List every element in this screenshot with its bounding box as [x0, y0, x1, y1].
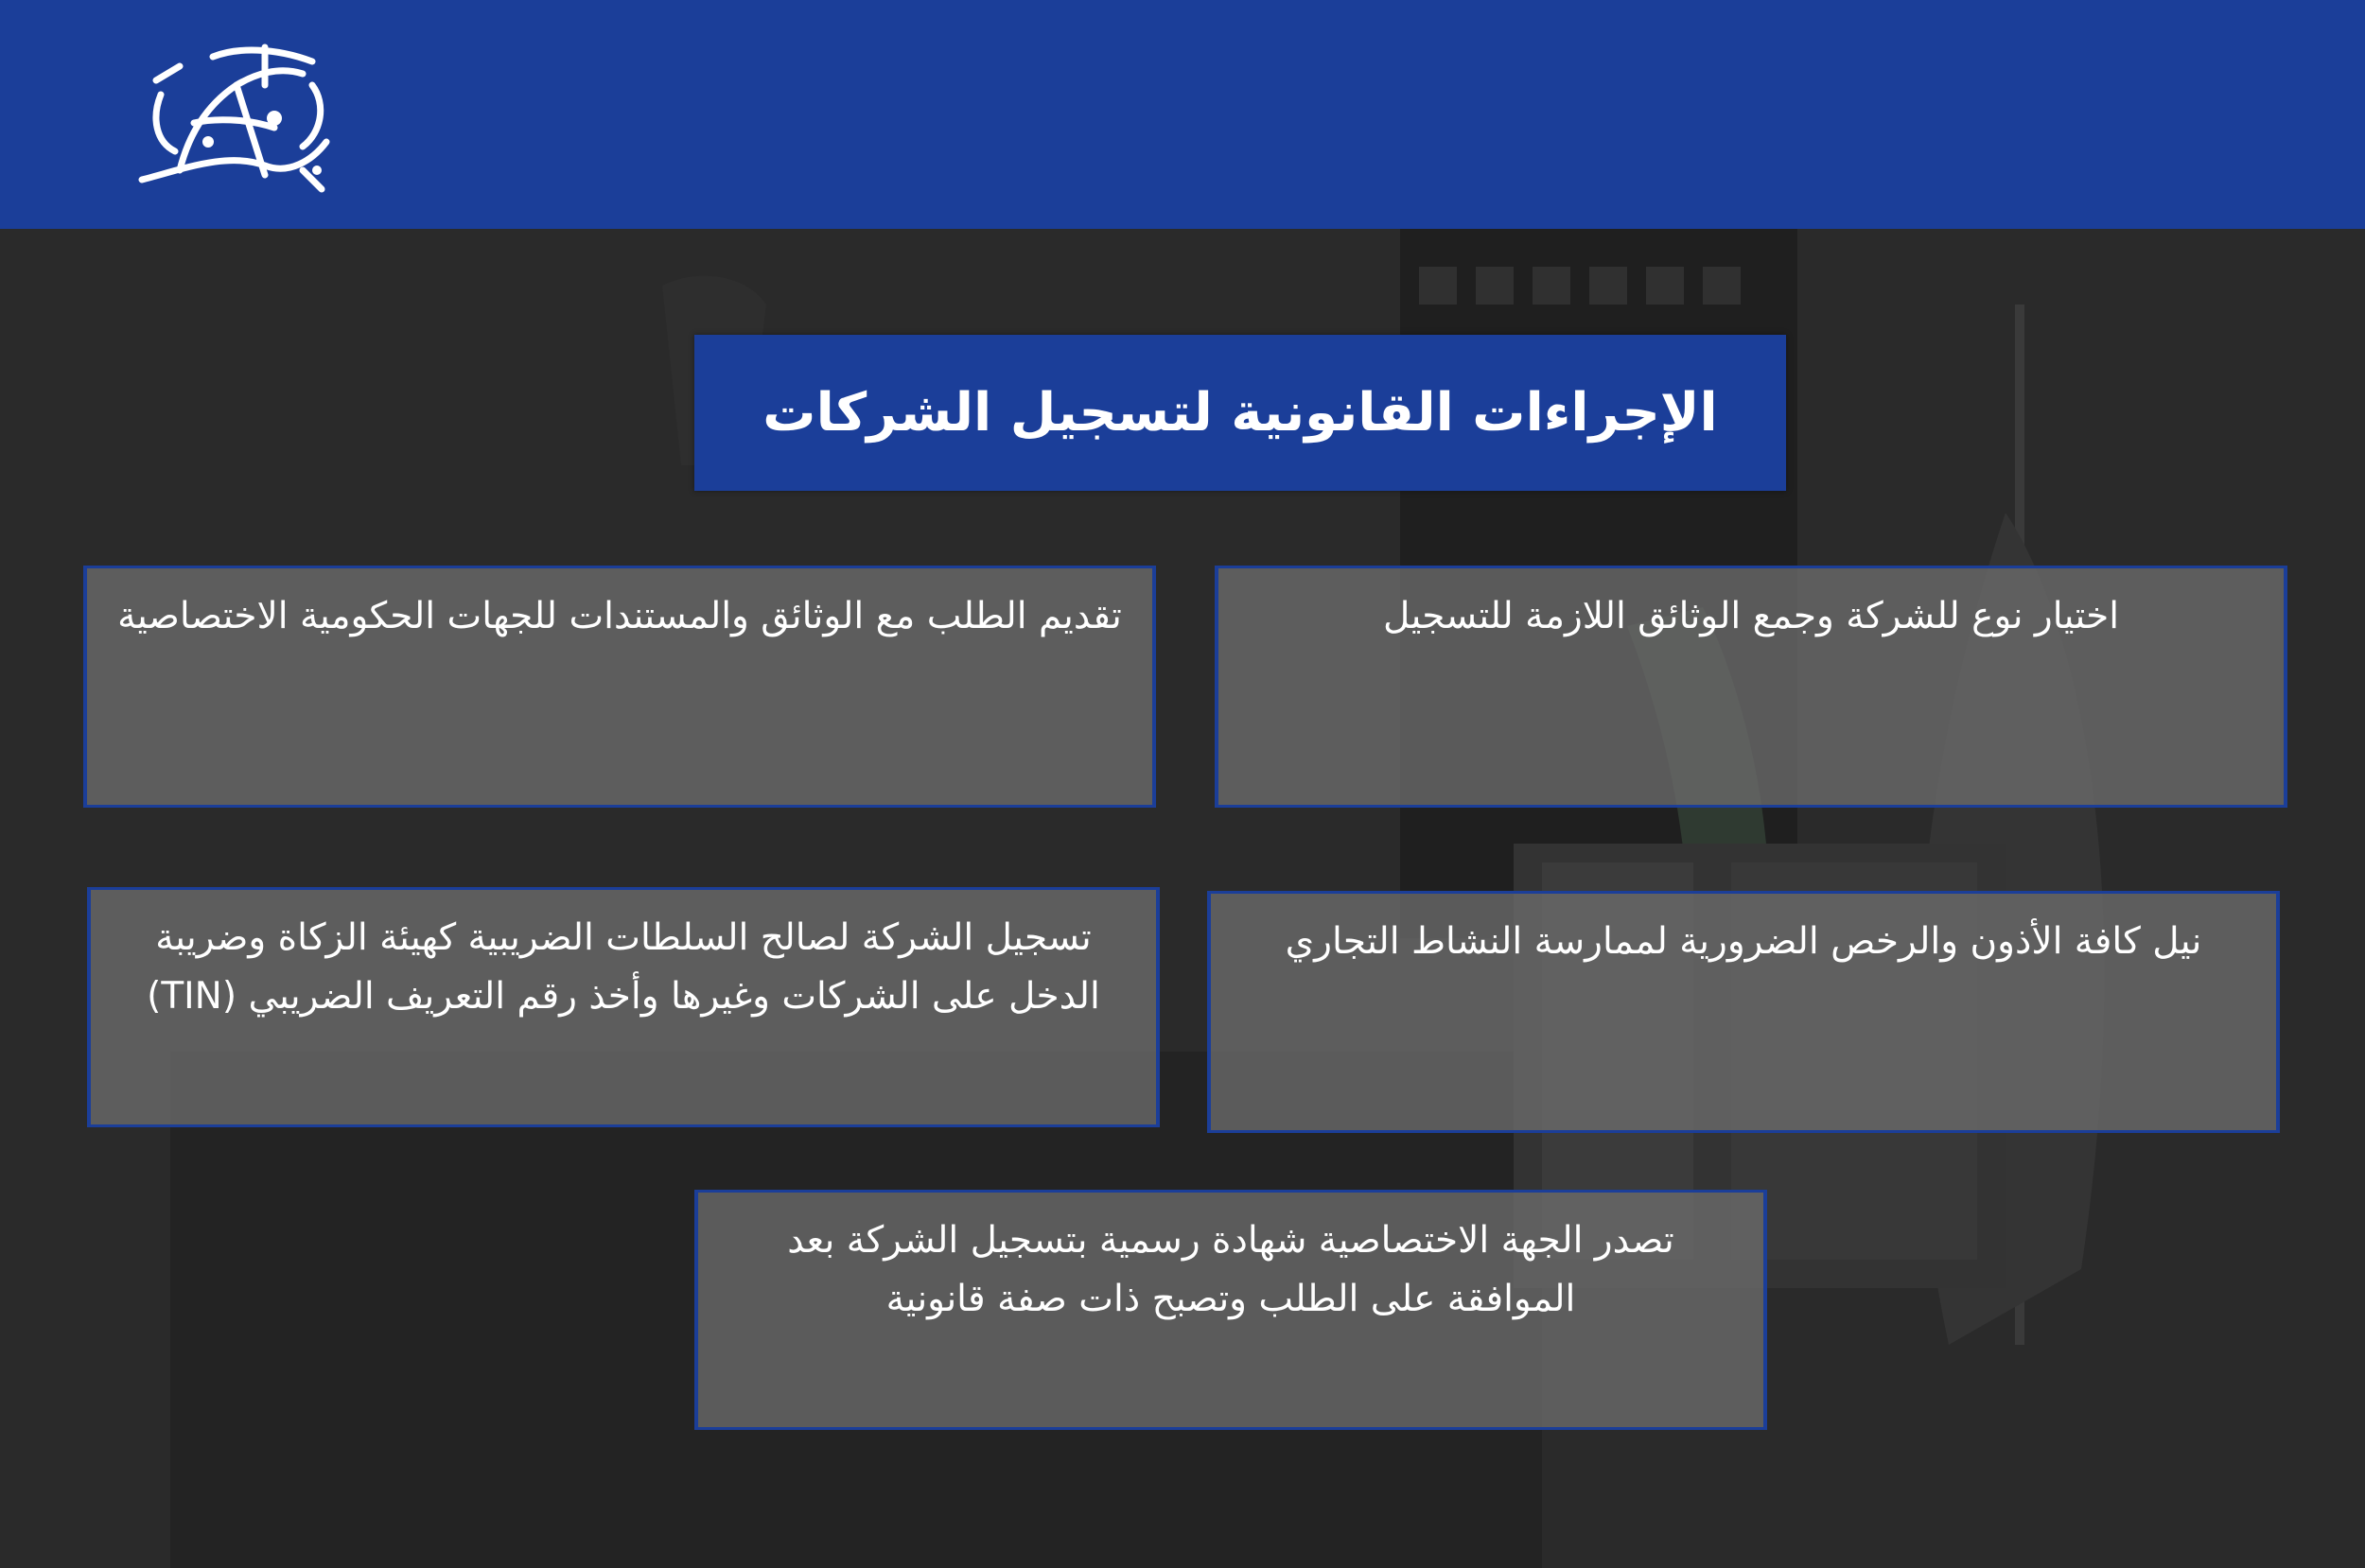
- step-text: نيل كافة الأذون والرخص الضرورية لممارسة النشاط التجاري: [1285, 920, 2202, 963]
- step-card-obtain-licenses: [1207, 891, 2280, 1133]
- step-text: تقديم الطلب مع الوثائق والمستندات للجهات الحكومية الاختصاصية: [117, 595, 1122, 637]
- step-text: تصدر الجهة الاختصاصية شهادة رسمية بتسجيل الشركة بعد الموافقة على الطلب وتصبح ذات صفة قانونية: [787, 1219, 1674, 1320]
- step-text: تسجيل الشركة لصالح السلطات الضريبية كهيئة الزكاة وضريبة الدخل على الشركات وغيرها وأخذ رقم التعريف الضريبي (TIN): [147, 916, 1100, 1018]
- header-bar: [0, 0, 2365, 229]
- step-card-submit-application: [83, 566, 1156, 808]
- step-card-official-certificate: [694, 1190, 1767, 1430]
- calligraphy-logo-icon: [123, 28, 341, 208]
- step-card-choose-company-type: [1215, 566, 2287, 808]
- step-card-tax-registration: [87, 887, 1160, 1127]
- step-text: اختيار نوع للشركة وجمع الوثائق اللازمة للتسجيل: [1382, 595, 2120, 637]
- page-title: الإجراءات القانونية لتسجيل الشركات: [694, 335, 1786, 491]
